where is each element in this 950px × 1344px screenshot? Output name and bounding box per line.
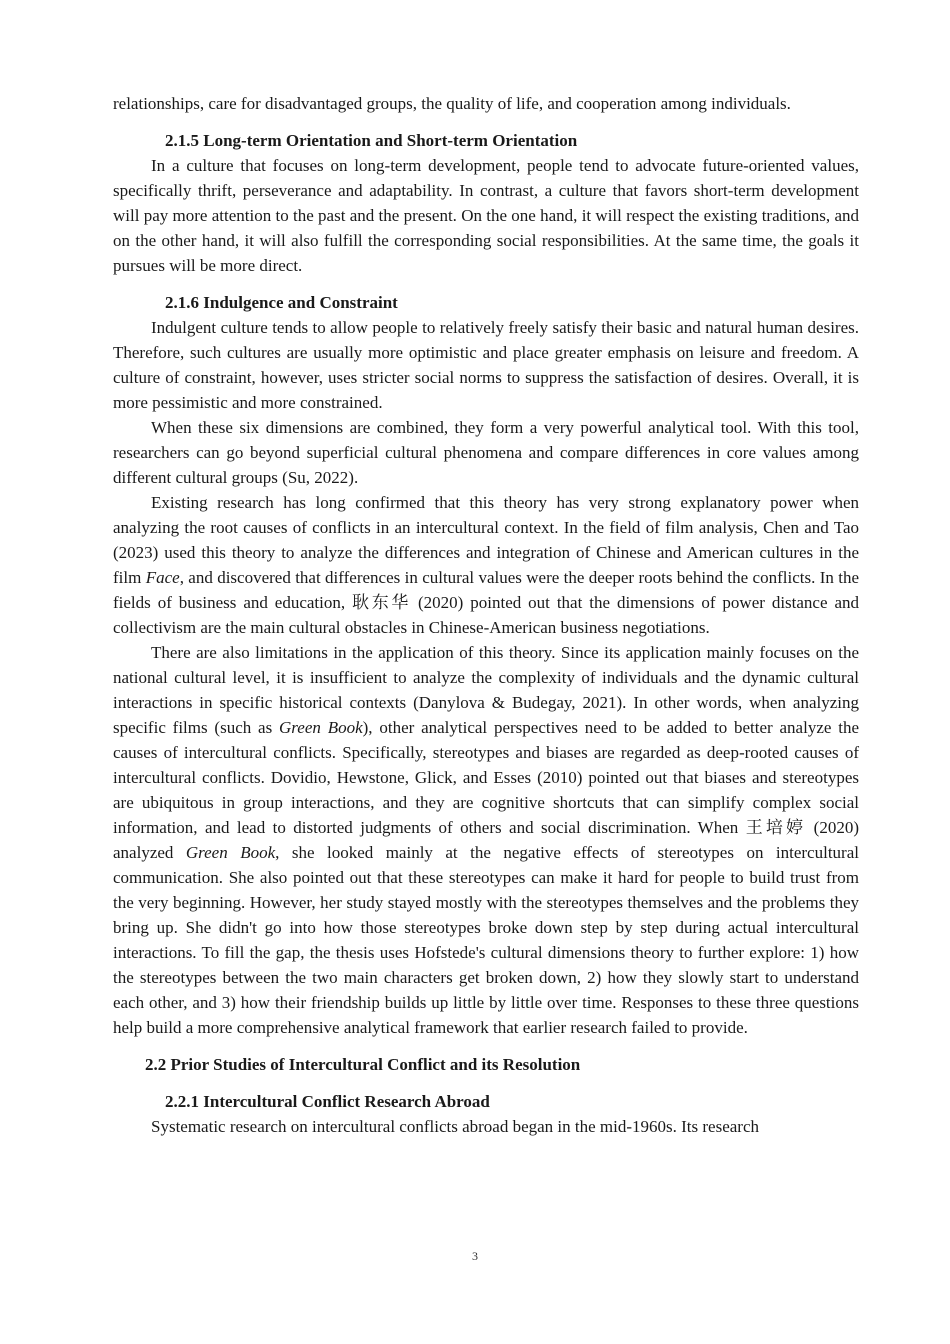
italic-title: Green Book [279, 718, 363, 737]
page-number: 3 [472, 1249, 478, 1263]
paragraph: When these six dimensions are combined, they form a very powerful analytical tool. With this tool, researchers can go beyond superficial cultural phenomena and compare differences in core values among different cultural groups (Su, 2022). [113, 418, 859, 487]
italic-title: Green Book [185, 843, 276, 862]
paragraph: relationships, care for disadvantaged groups, the quality of life, and cooperation among individuals. [113, 94, 791, 113]
text-span: ), other analytical perspectives need to be added to better analyze the causes of intercultural conflicts. Specifically, stereotypes and biases are regarded as deep-rooted causes of intercultural conflicts. Dovidio, Hewstone, Glick, and Esses (2010) pointed out that biases and stereotypes are ubiquitous in group interactions, and they are cognitive shortcuts that can simplify complex social information, and lead to distorted judgments of others and social discrimination. When 王培婷 (2020) analyzed [113, 718, 859, 862]
italic-title: Face [145, 568, 180, 587]
page-content [113, 91, 859, 1139]
paragraph [113, 490, 859, 640]
text-span: , and discovered that differences in cultural values were the deeper roots behind the conflicts. In the fields of business and education, 耿东华 (2020) pointed out that the dimensions of power distance and collectivism are the main cultural obstacles in Chinese-American business negotiations. [113, 568, 859, 637]
subsection-heading: 2.1.5 Long-term Orientation and Short-term Orientation [165, 131, 578, 150]
paragraph: Systematic research on intercultural conflicts abroad began in the mid-1960s. Its research [151, 1117, 760, 1136]
text-span: There are also limitations in the application of this theory. Since its application mainly focuses on the national cultural level, it is insufficient to analyze the complexity of individuals and the dynamic cultural interactions in specific historical contexts (Danylova & Budegay, 2021). In other words, when analyzing specific films (such as [113, 643, 859, 737]
section-heading: 2.2 Prior Studies of Intercultural Conflict and its Resolution [145, 1055, 581, 1074]
subsection-heading: 2.1.6 Indulgence and Constraint [165, 293, 398, 312]
text-span: Existing research has long confirmed that this theory has very strong explanatory power when analyzing the root causes of conflicts in an intercultural context. In the field of film analysis, Chen and Tao (2023) used this theory to analyze the differences and integration of Chinese and American cultures in the film [113, 493, 859, 587]
text-span: , she looked mainly at the negative effects of stereotypes on intercultural communication. She also pointed out that these stereotypes can make it hard for people to build trust from the very beginning. However, her study stayed mostly with the stereotypes themselves and the problems they bring up. She didn't go into how those stereotypes broke down step by step during actual intercultural interactions. To fill the gap, the thesis uses Hofstede's cultural dimensions theory to further explore: 1) how the stereotypes between the two main characters get broken down, 2) how they slowly start to understand each other, and 3) how their friendship builds up little by little over time. Responses to these three questions help build a more comprehensive analytical framework that earlier research failed to provide. [113, 843, 859, 1037]
subsection-heading: 2.2.1 Intercultural Conflict Research Abroad [165, 1092, 490, 1111]
paragraph: Indulgent culture tends to allow people to relatively freely satisfy their basic and natural human desires. Therefore, such cultures are usually more optimistic and place greater emphasis on leisure and freedom. A culture of constraint, however, uses stricter social norms to suppress the satisfaction of desires. Overall, it is more pessimistic and more constrained. [113, 318, 859, 412]
paragraph [113, 640, 859, 1040]
paragraph: In a culture that focuses on long-term development, people tend to advocate future-oriented values, specifically thrift, perseverance and adaptability. In contrast, a culture that favors short-term development will pay more attention to the past and the present. On the one hand, it will respect the existing traditions, and on the other hand, it will also fulfill the corresponding social responsibilities. At the same time, the goals it pursues will be more direct. [113, 156, 859, 275]
